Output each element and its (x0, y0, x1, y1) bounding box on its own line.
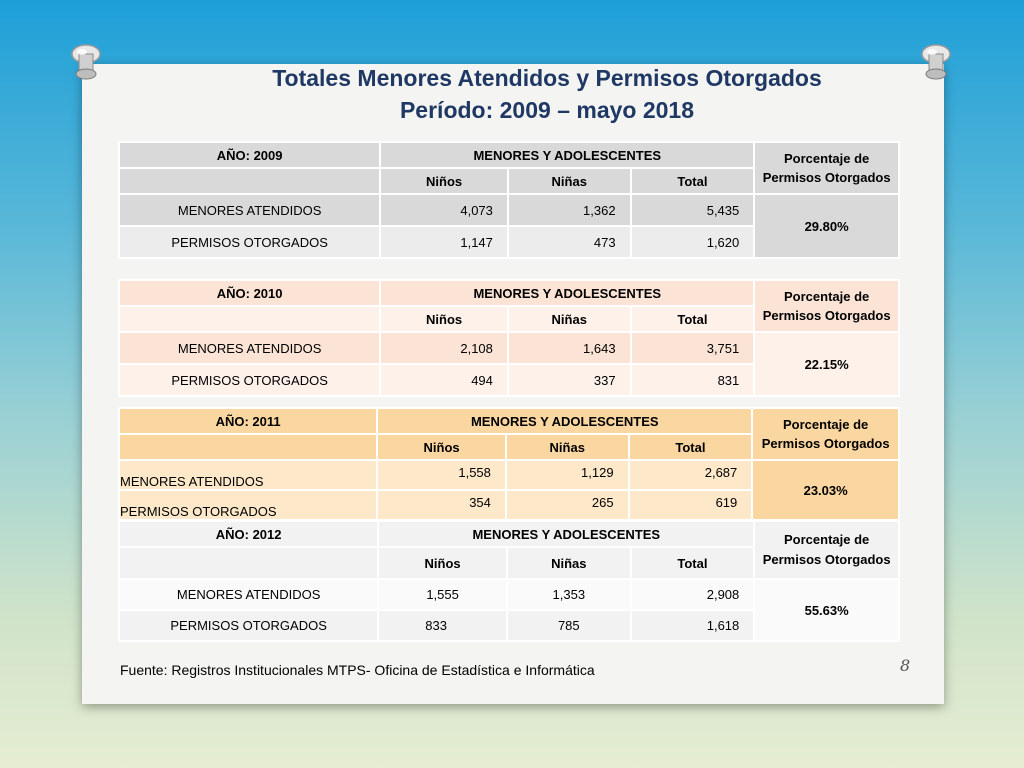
col-total: Total (631, 547, 755, 579)
row-label: PERMISOS OTORGADOS (119, 490, 377, 520)
cell-total: 1,620 (631, 226, 755, 258)
row-label: MENORES ATENDIDOS (119, 460, 377, 490)
empty-cell (119, 434, 377, 460)
col-ninas: Niñas (508, 306, 631, 332)
cell-ninas: 785 (507, 610, 631, 641)
cell-ninas: 1,129 (506, 460, 629, 490)
pct-value: 29.80% (754, 194, 899, 258)
col-total: Total (631, 306, 755, 332)
table-2012 (118, 520, 900, 642)
col-ninos: Niños (380, 306, 508, 332)
cell-ninas: 1,362 (508, 194, 631, 226)
row-label: PERMISOS OTORGADOS (119, 226, 380, 258)
cell-ninos: 1,558 (377, 460, 506, 490)
cell-ninos: 494 (380, 364, 508, 396)
cell-total: 619 (629, 490, 753, 520)
cell-total: 2,908 (631, 579, 755, 610)
pct-header: Porcentaje de Permisos Otorgados (754, 280, 899, 332)
col-total: Total (629, 434, 753, 460)
cell-ninas: 265 (506, 490, 629, 520)
source-note: Fuente: Registros Institucionales MTPS- Oficina de Estadística e Informática (120, 662, 595, 678)
col-ninos: Niños (380, 168, 508, 194)
cell-ninos: 833 (378, 610, 507, 641)
cell-ninos: 1,147 (380, 226, 508, 258)
col-ninas: Niñas (506, 434, 629, 460)
table-2010 (118, 279, 900, 397)
cell-ninas: 1,643 (508, 332, 631, 364)
cell-total: 831 (631, 364, 755, 396)
pct-value: 55.63% (754, 579, 899, 641)
empty-cell (119, 547, 378, 579)
title-line-2: Período: 2009 – mayo 2018 (399, 97, 695, 123)
empty-cell (119, 306, 380, 332)
cell-ninas: 337 (508, 364, 631, 396)
col-ninas: Niñas (507, 547, 631, 579)
row-label: PERMISOS OTORGADOS (119, 364, 380, 396)
col-ninos: Niños (378, 547, 507, 579)
row-label: MENORES ATENDIDOS (119, 332, 380, 364)
cell-total: 2,687 (629, 460, 753, 490)
row-label: MENORES ATENDIDOS (119, 579, 378, 610)
cell-ninos: 2,108 (380, 332, 508, 364)
year-header: AÑO: 2010 (119, 280, 380, 306)
pct-value: 23.03% (752, 460, 899, 520)
cell-ninas: 1,353 (507, 579, 631, 610)
group-header: MENORES Y ADOLESCENTES (377, 408, 752, 434)
row-label: PERMISOS OTORGADOS (119, 610, 378, 641)
group-header: MENORES Y ADOLESCENTES (380, 142, 754, 168)
page-title (0, 62, 1024, 126)
title-line-1: Totales Menores Atendidos y Permisos Otorgados (272, 65, 822, 91)
cell-ninos: 354 (377, 490, 506, 520)
table-2011 (118, 407, 900, 521)
col-ninos: Niños (377, 434, 506, 460)
cell-total: 5,435 (631, 194, 755, 226)
pct-header: Porcentaje de Permisos Otorgados (752, 408, 899, 460)
cell-ninas: 473 (508, 226, 631, 258)
group-header: MENORES Y ADOLESCENTES (380, 280, 754, 306)
year-header: AÑO: 2011 (119, 408, 377, 434)
pct-header: Porcentaje de Permisos Otorgados (754, 142, 899, 194)
cell-ninos: 1,555 (378, 579, 507, 610)
cell-total: 3,751 (631, 332, 755, 364)
cell-ninos: 4,073 (380, 194, 508, 226)
group-header: MENORES Y ADOLESCENTES (378, 521, 754, 547)
table-2009 (118, 141, 900, 259)
year-header: AÑO: 2012 (119, 521, 378, 547)
year-header: AÑO: 2009 (119, 142, 380, 168)
row-label: MENORES ATENDIDOS (119, 194, 380, 226)
pct-header: Porcentaje de Permisos Otorgados (754, 521, 899, 579)
empty-cell (119, 168, 380, 194)
page-number: 8 (900, 656, 911, 675)
cell-total: 1,618 (631, 610, 755, 641)
col-ninas: Niñas (508, 168, 631, 194)
col-total: Total (631, 168, 755, 194)
pct-value: 22.15% (754, 332, 899, 396)
